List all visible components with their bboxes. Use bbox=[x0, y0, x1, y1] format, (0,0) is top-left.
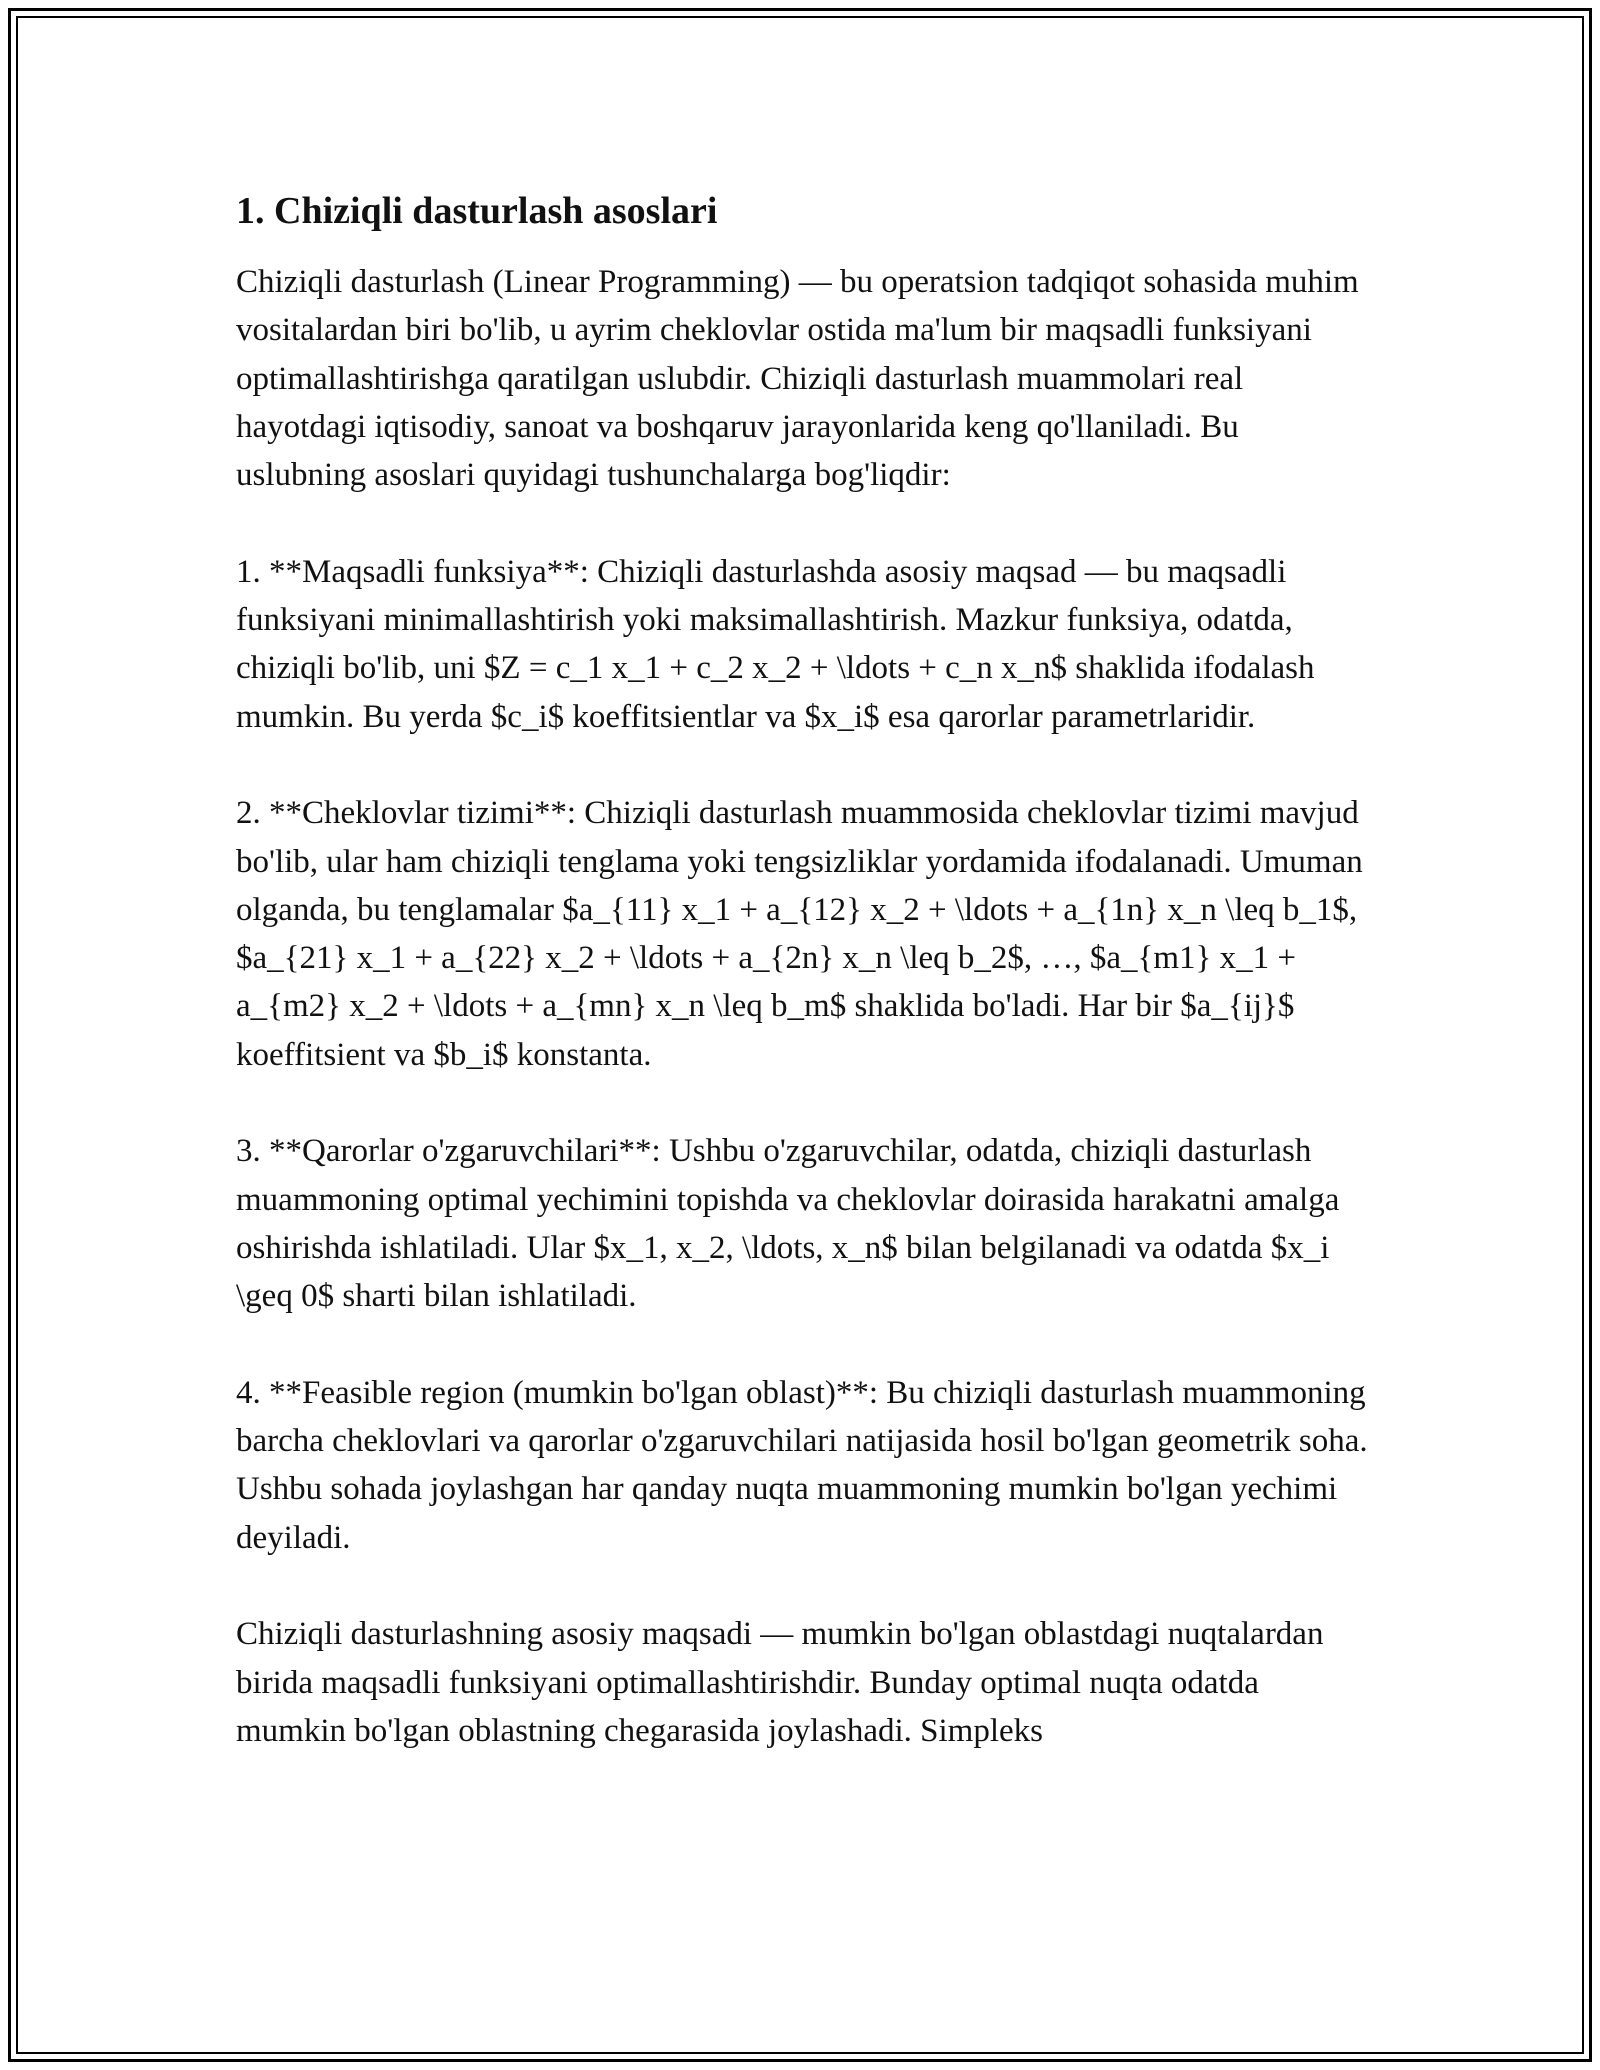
intro-paragraph: Chiziqli dasturlash (Linear Programming) — bu operatsion tadqiqot sohasida muhim vositalardan biri bo'lib, u ayrim cheklovlar ostida ma'lum bir maqsadli funksiyani optimallashtirishga qaratilgan uslubdir. Chiziqli dasturlash muammolari real hayotdagi iqtisodiy, sanoat va boshqaruv jarayonlarida keng qo'llaniladi. Bu uslubning asoslari quyidagi tushunchalarga bog'liqdir: bbox=[236, 264, 1359, 494]
document-content bbox=[236, 186, 1376, 1804]
closing-paragraph: Chiziqli dasturlashning asosiy maqsadi — mumkin bo'lgan oblastdagi nuqtalardan birida maqsadli funksiyani optimallashtirishdir. Bunday optimal nuqta odatda mumkin bo'lgan oblastning chegarasida joylashadi. Simpleks bbox=[236, 1616, 1324, 1749]
item-objective-function: 1. **Maqsadli funksiya**: Chiziqli dasturlashda asosiy maqsad — bu maqsadli funksiyani minimallashtirish yoki maksimallashtirish. Mazkur funksiya, odatda, chiziqli bo'lib, uni $Z = c_1 x_1 + c_2 x_2 + \ldots + c_n x_n$ shaklida ifodalash mumkin. Bu yerda $c_i$ koeffitsientlar va $x_i$ esa qarorlar parametrlaridir. bbox=[236, 553, 1315, 735]
section-heading: 1. Chiziqli dasturlash asoslari bbox=[236, 190, 718, 232]
item-feasible-region: 4. **Feasible region (mumkin bo'lgan oblast)**: Bu chiziqli dasturlash muammoning barcha cheklovlari va qarorlar o'zgaruvchilari natijasida hosil bo'lgan geometrik soha. Ushbu sohada joylashgan har qanday nuqta muammoning mumkin bo'lgan yechimi deyiladi. bbox=[236, 1374, 1368, 1556]
item-decision-variables: 3. **Qarorlar o'zgaruvchilari**: Ushbu o'zgaruvchilar, odatda, chiziqli dasturlash muammoning optimal yechimini topishda va cheklovlar doirasida harakatni amalga oshirishda ishlatiladi. Ular $x_1, x_2, \ldots, x_n$ bilan belgilanadi va odatda $x_i \geq 0$ sharti bilan ishlatiladi. bbox=[236, 1133, 1340, 1315]
item-constraints-system: 2. **Cheklovlar tizimi**: Chiziqli dasturlash muammosida cheklovlar tizimi mavjud bo'lib, ular ham chiziqli tenglama yoki tengsizliklar yordamida ifodalanadi. Umuman olganda, bu tenglamalar $a_{11} x_1 + a_{12} x_2 + \ldots + a_{1n} x_n \leq b_1$, $a_{21} x_1 + a_{22} x_2 + \ldots + a_{2n} x_n \leq b_2$, …, $a_{m1} x_1 + a_{m2} x_2 + \ldots + a_{mn} x_n \leq b_m$ shaklida bo'ladi. Har bir $a_{ij}$ koeffitsient va $b_i$ konstanta. bbox=[236, 795, 1363, 1073]
